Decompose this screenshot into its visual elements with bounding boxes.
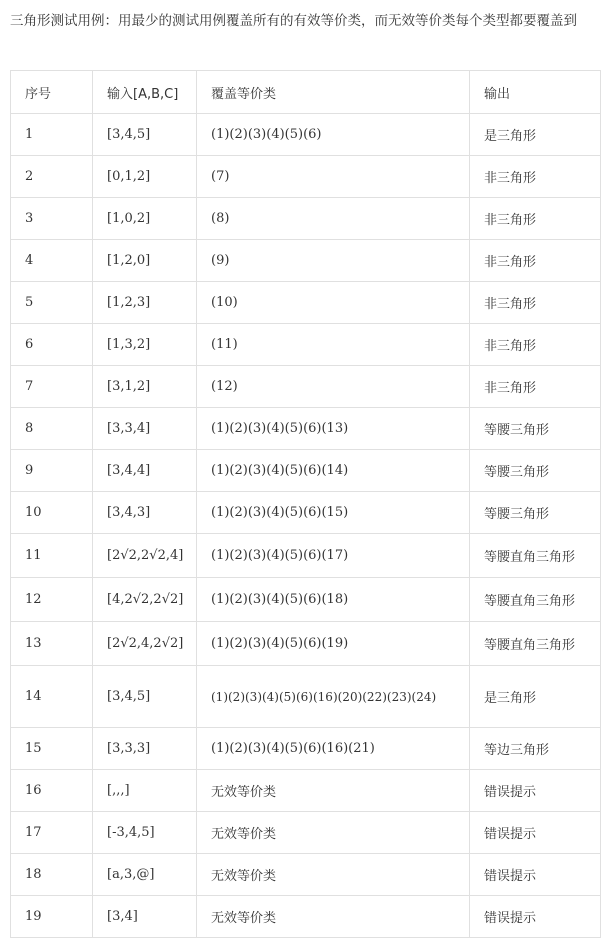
- cell-no: 17: [11, 812, 93, 854]
- table-header-row: [11, 71, 601, 114]
- cell-no: 12: [11, 578, 93, 622]
- cell-input: [1,2,0]: [93, 240, 197, 282]
- cell-input: [1,0,2]: [93, 198, 197, 240]
- cell-covered: 无效等价类: [197, 770, 470, 812]
- cell-output: 等腰三角形: [470, 408, 601, 450]
- cell-covered: (9): [197, 240, 470, 282]
- cell-covered: 无效等价类: [197, 854, 470, 896]
- table-row: [11, 408, 601, 450]
- cell-covered: 无效等价类: [197, 896, 470, 938]
- cell-no: 14: [11, 666, 93, 728]
- table-row: [11, 770, 601, 812]
- cell-output: 非三角形: [470, 156, 601, 198]
- cell-no: 18: [11, 854, 93, 896]
- cell-output: 非三角形: [470, 282, 601, 324]
- table-row: [11, 896, 601, 938]
- cell-covered: (12): [197, 366, 470, 408]
- cell-covered: (11): [197, 324, 470, 366]
- cell-output: 等腰直角三角形: [470, 534, 601, 578]
- cell-input: [3,4,3]: [93, 492, 197, 534]
- cell-covered: (1)(2)(3)(4)(5)(6)(16)(21): [197, 728, 470, 770]
- table-row: [11, 450, 601, 492]
- cell-covered: (1)(2)(3)(4)(5)(6)(14): [197, 450, 470, 492]
- cell-covered: (1)(2)(3)(4)(5)(6)(13): [197, 408, 470, 450]
- cell-output: 错误提示: [470, 770, 601, 812]
- cell-input: [3,3,4]: [93, 408, 197, 450]
- header-output: 输出: [470, 71, 601, 114]
- table-row: [11, 534, 601, 578]
- cell-covered: (8): [197, 198, 470, 240]
- cell-input: [3,4,5]: [93, 666, 197, 728]
- cell-covered: (1)(2)(3)(4)(5)(6)(15): [197, 492, 470, 534]
- cell-input: [-3,4,5]: [93, 812, 197, 854]
- cell-input: [3,3,3]: [93, 728, 197, 770]
- intro-text: 三角形测试用例：用最少的测试用例覆盖所有的有效等价类，而无效等价类每个类型都要覆盖到: [10, 13, 577, 29]
- cell-covered: (1)(2)(3)(4)(5)(6)(19): [197, 622, 470, 666]
- cell-no: 4: [11, 240, 93, 282]
- cell-output: 错误提示: [470, 896, 601, 938]
- cell-no: 7: [11, 366, 93, 408]
- table-row: [11, 282, 601, 324]
- cell-covered: (10): [197, 282, 470, 324]
- cell-no: 19: [11, 896, 93, 938]
- cell-output: 等腰三角形: [470, 492, 601, 534]
- table-row: [11, 198, 601, 240]
- cell-input: [a,3,@]: [93, 854, 197, 896]
- cell-output: 等腰直角三角形: [470, 622, 601, 666]
- cell-no: 8: [11, 408, 93, 450]
- cell-input: [4,2√2,2√2]: [93, 578, 197, 622]
- cell-output: 非三角形: [470, 198, 601, 240]
- cell-input: [2√2,2√2,4]: [93, 534, 197, 578]
- table-row: [11, 728, 601, 770]
- table-row: [11, 324, 601, 366]
- cell-output: 等腰直角三角形: [470, 578, 601, 622]
- cell-covered: (1)(2)(3)(4)(5)(6): [197, 114, 470, 156]
- cell-no: 16: [11, 770, 93, 812]
- cell-output: 非三角形: [470, 240, 601, 282]
- cell-output: 等腰三角形: [470, 450, 601, 492]
- test-case-table: [10, 70, 601, 938]
- header-covered: 覆盖等价类: [197, 71, 470, 114]
- table-row: [11, 622, 601, 666]
- cell-covered: (1)(2)(3)(4)(5)(6)(16)(20)(22)(23)(24): [197, 666, 470, 728]
- cell-output: 非三角形: [470, 324, 601, 366]
- cell-no: 10: [11, 492, 93, 534]
- cell-output: 是三角形: [470, 666, 601, 728]
- cell-no: 9: [11, 450, 93, 492]
- table-row: [11, 366, 601, 408]
- cell-no: 13: [11, 622, 93, 666]
- table-row: [11, 114, 601, 156]
- cell-covered: (7): [197, 156, 470, 198]
- table-row: [11, 578, 601, 622]
- cell-no: 2: [11, 156, 93, 198]
- cell-input: [2√2,4,2√2]: [93, 622, 197, 666]
- cell-no: 1: [11, 114, 93, 156]
- cell-input: [1,2,3]: [93, 282, 197, 324]
- cell-input: [,,,]: [93, 770, 197, 812]
- cell-output: 非三角形: [470, 366, 601, 408]
- header-input: 输入[A,B,C]: [93, 71, 197, 114]
- header-no: 序号: [11, 71, 93, 114]
- cell-no: 3: [11, 198, 93, 240]
- cell-no: 6: [11, 324, 93, 366]
- table-row: [11, 854, 601, 896]
- table-row: [11, 812, 601, 854]
- table-row: [11, 156, 601, 198]
- cell-input: [3,4]: [93, 896, 197, 938]
- cell-output: 是三角形: [470, 114, 601, 156]
- cell-input: [3,4,4]: [93, 450, 197, 492]
- cell-input: [3,1,2]: [93, 366, 197, 408]
- table-row: [11, 492, 601, 534]
- cell-covered: 无效等价类: [197, 812, 470, 854]
- cell-no: 5: [11, 282, 93, 324]
- cell-input: [0,1,2]: [93, 156, 197, 198]
- cell-covered: (1)(2)(3)(4)(5)(6)(17): [197, 534, 470, 578]
- cell-output: 等边三角形: [470, 728, 601, 770]
- cell-input: [3,4,5]: [93, 114, 197, 156]
- table-row: [11, 666, 601, 728]
- cell-input: [1,3,2]: [93, 324, 197, 366]
- cell-no: 11: [11, 534, 93, 578]
- cell-output: 错误提示: [470, 812, 601, 854]
- cell-output: 错误提示: [470, 854, 601, 896]
- cell-no: 15: [11, 728, 93, 770]
- cell-covered: (1)(2)(3)(4)(5)(6)(18): [197, 578, 470, 622]
- table-row: [11, 240, 601, 282]
